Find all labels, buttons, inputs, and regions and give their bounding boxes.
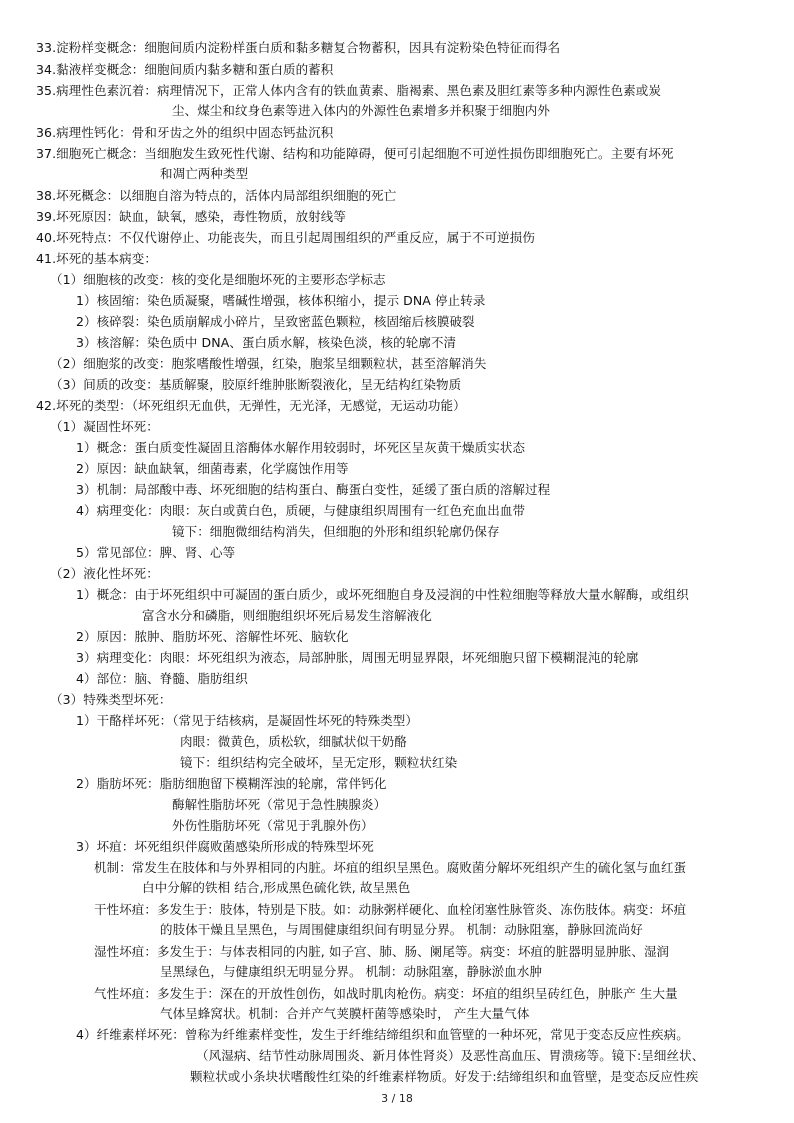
text-line: 气性坏疽：多发生于：深在的开放性创伤，如战时肌肉枪伤。病变：坏疽的组织呈砖红色，肿胀产 生大量: [94, 986, 678, 1001]
text-line: 镜下：组织结构完全破坏，呈无定形，颗粒状红染: [180, 755, 458, 770]
text-line: 4）病理变化：肉眼：灰白或黄白色，质硬，与健康组织周围有一红色充血出血带: [76, 503, 526, 518]
text-line: （2）液化性坏死：: [50, 566, 159, 581]
text-line: 1）概念：蛋白质变性凝固且溶酶体水解作用较弱时，坏死区呈灰黄干燥质实状态: [76, 440, 526, 455]
text-line: 41.坏死的基本病变：: [36, 251, 157, 266]
text-line: （2）细胞浆的改变：胞浆嗜酸性增强，红染，胞浆呈细颗粒状，甚至溶解消失: [50, 356, 487, 371]
text-line: 1）核固缩：染色质凝聚，嗜碱性增强，核体积缩小，提示 DNA 停止转录: [76, 293, 486, 308]
text-line: 机制：常发生在肢体和与外界相同的内脏。坏疽的组织呈黑色。腐败菌分解坏死组织产生的硫化氢与血红蛋: [94, 860, 687, 875]
text-line: 40.坏死特点：不仅代谢停止、功能丧失，而且引起周围组织的严重反应，属于不可逆损伤: [36, 230, 535, 245]
text-line: 39.坏死原因：缺血，缺氧，感染，毒性物质，放射线等: [36, 209, 346, 224]
text-line: 33.淀粉样变概念：细胞间质内淀粉样蛋白质和黏多糖复合物蓄积，因具有淀粉染色特征而得名: [36, 40, 561, 55]
text-line: 的肢体干燥且呈黑色，与周围健康组织间有明显分界。 机制：动脉阻塞，静脉回流尚好: [160, 922, 643, 937]
text-line: 1）干酪样坏死：（常见于结核病，是凝固性坏死的特殊类型）: [76, 713, 419, 728]
text-line: 气体呈蜂窝状。机制：合并产气荚膜杆菌等感染时， 产生大量气体: [160, 1006, 530, 1021]
text-line: 4）部位：脑、脊髓、脂肪组织: [76, 671, 248, 686]
text-line: 35.病理性色素沉着：病理情况下，正常人体内含有的铁血黄素、脂褐素、黑色素及胆红素等多种内源性色素或炭: [36, 83, 661, 98]
text-line: 3）核溶解：染色质中 DNA、蛋白质水解，核染色淡，核的轮廓不清: [76, 335, 457, 350]
text-line: 36.病理性钙化：骨和牙齿之外的组织中固态钙盐沉积: [36, 125, 334, 140]
text-line: 富含水分和磷脂，则细胞组织坏死后易发生溶解液化: [142, 608, 432, 623]
text-line: 颗粒状或小条块状嗜酸性红染的纤维素样物质。好发于:结缔组织和血管壁，是变态反应性疾: [190, 1069, 699, 1084]
text-line: 干性坏疽：多发生于：肢体，特别是下肢。如：动脉粥样硬化、血栓闭塞性脉管炎、冻伤肢体。病变：坏疽: [94, 902, 687, 917]
text-line: 42.坏死的类型：（坏死组织无血供，无弹性，无光泽，无感觉，无运动功能）: [36, 398, 466, 413]
text-line: 湿性坏疽：多发生于：与体表相同的内脏, 如子宫、肺、肠、阑尾等。病变：坏疽的脏器明显肿胀、湿润: [94, 944, 670, 959]
text-line: 酶解性脂肪坏死（常见于急性胰腺炎）: [172, 797, 387, 812]
text-line: （3）间质的改变：基质解聚，胶原纤维肿胀断裂液化，呈无结构红染物质: [50, 377, 462, 392]
text-line: （风湿病、结节性动脉周围炎、新月体性肾炎）及恶性高血压、胃溃疡等。镜下:呈细丝状、: [196, 1048, 705, 1063]
text-line: 34.黏液样变概念：细胞间质内黏多糖和蛋白质的蓄积: [36, 62, 334, 77]
text-line: 4）纤维素样坏死：曾称为纤维素样变性，发生于纤维结缔组织和血管壁的一种坏死，常见于变态反应性疾病。: [76, 1027, 689, 1042]
text-line: （3）特殊类型坏死：: [50, 692, 172, 707]
text-line: 和凋亡两种类型: [160, 166, 249, 181]
text-line: 37.细胞死亡概念：当细胞发生致死性代谢、结构和功能障碍，便可引起细胞不可逆性损伤即细胞死亡。主要有坏死: [36, 146, 674, 161]
text-line: 3）病理变化：肉眼：坏死组织为液态，局部肿胀，周围无明显界限，坏死细胞只留下模糊混沌的轮廓: [76, 650, 639, 665]
text-line: 38.坏死概念：以细胞自溶为特点的，活体内局部组织细胞的死亡: [36, 188, 397, 203]
text-line: 镜下：细胞微细结构消失，但细胞的外形和组织轮廓仍保存: [172, 524, 500, 539]
text-line: 2）核碎裂：染色质崩解成小碎片，呈致密蓝色颗粒，核固缩后核膜破裂: [76, 314, 475, 329]
text-line: 呈黑绿色，与健康组织无明显分界。 机制：动脉阻塞，静脉淤血水肿: [160, 964, 543, 979]
text-line: 尘、煤尘和纹身色素等进入体内的外源性色素增多并积聚于细胞内外: [172, 103, 551, 118]
text-line: 2）脂肪坏死：脂肪细胞留下模糊浑浊的轮廓，常伴钙化: [76, 776, 387, 791]
text-line: （1）细胞核的改变：核的变化是细胞坏死的主要形态学标志: [50, 272, 386, 287]
text-line: 外伤性脂肪坏死（常见于乳腺外伤）: [172, 818, 374, 833]
text-line: （1）凝固性坏死：: [50, 419, 159, 434]
text-line: 5）常见部位：脾、肾、心等: [76, 545, 236, 560]
text-line: 2）原因：缺血缺氧，细菌毒素，化学腐蚀作用等: [76, 461, 349, 476]
text-line: 2）原因：脓肿、脂肪坏死、溶解性坏死、脑软化: [76, 629, 349, 644]
text-line: 肉眼：微黄色，质松软，细腻状似干奶酪: [180, 734, 407, 749]
text-line: 3）坏疽：坏死组织伴腐败菌感染所形成的特殊型坏死: [76, 839, 374, 854]
page-number: 3 / 18: [381, 1092, 413, 1105]
text-line: 1）概念：由于坏死组织中可凝固的蛋白质少，或坏死细胞自身及浸润的中性粒细胞等释放大量水解酶，或组织: [76, 587, 689, 602]
text-line: 白中分解的铁相 结合,形成黑色硫化铁, 故呈黑色: [142, 880, 411, 895]
text-line: 3）机制：局部酸中毒、坏死细胞的结构蛋白、酶蛋白变性，延缓了蛋白质的溶解过程: [76, 482, 551, 497]
